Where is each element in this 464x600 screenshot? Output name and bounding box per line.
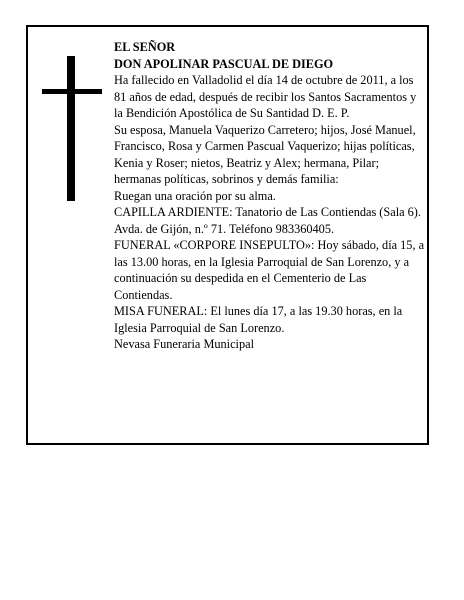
notice-text — [114, 39, 426, 353]
notice-title: EL SEÑOR — [114, 40, 176, 54]
funeral-info: FUNERAL «CORPORE INSEPULTO»: Hoy sábado, día 15, a las 13.00 horas, en la Iglesia Parroquial de San Lorenzo, y a continuación su despedida en el Cementerio de Las Contiendas. — [114, 238, 425, 302]
mass-info: MISA FUNERAL: El lunes día 17, a las 19.30 horas, en la Iglesia Parroquial de San Lorenzo. — [114, 304, 403, 335]
death-announcement: Ha fallecido en Valladolid el día 14 de octubre de 2011, a los 81 años de edad, después de recibir los Santos Sacramentos y la Bendición Apostólica de Su Santidad D. E. P. — [114, 73, 417, 120]
cross-horizontal-bar — [42, 89, 102, 94]
prayer-request: Ruegan una oración por su alma. — [114, 188, 276, 203]
funeral-home: Nevasa Funeraria Municipal — [114, 337, 254, 351]
chapel-info: CAPILLA ARDIENTE: Tanatorio de Las Contiendas (Sala 6). Avda. de Gijón, n.º 71. Teléfono 983360405. — [114, 205, 421, 236]
cross-icon — [42, 56, 102, 201]
obituary-notice — [26, 25, 429, 445]
deceased-name: DON APOLINAR PASCUAL DE DIEGO — [114, 56, 334, 71]
family-list: Su esposa, Manuela Vaquerizo Carretero; hijos, José Manuel, Francisco, Rosa y Carmen Pascual Vaquerizo; hijas políticas, Kenia y Roser; nietos, Beatriz y Alex; hermana, Pilar; hermanas políticas, sobrinos y demás familia: — [114, 122, 416, 186]
cross-vertical-bar — [67, 56, 75, 201]
